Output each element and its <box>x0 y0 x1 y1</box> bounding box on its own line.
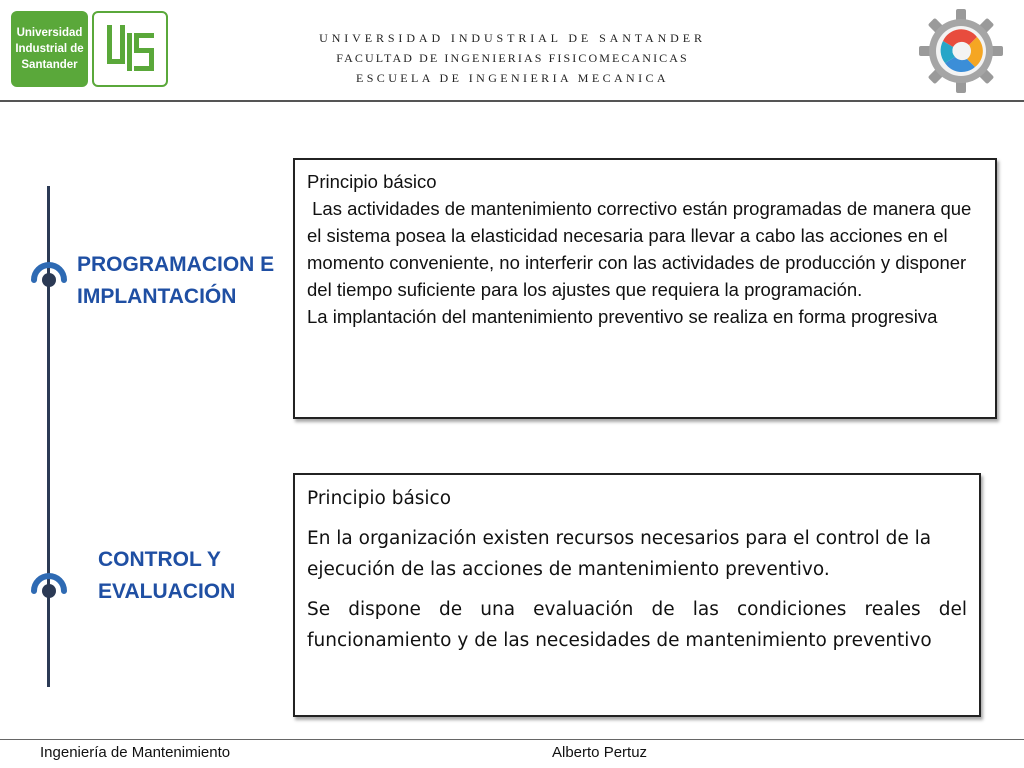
logo-line-1: Universidad <box>16 27 83 39</box>
control-content-box <box>293 473 981 717</box>
box-paragraph: Las actividades de mantenimiento correctivo están programadas de manera que el sistema posea la elasticidad necesaria para llevar a cabo las acciones en el momento conveniente, no interferir con las actividades de producción y disponer del tiempo suficiente para los ajustes que requiera la programación. <box>307 198 977 300</box>
box-heading: Principio básico <box>307 171 437 192</box>
box-paragraph: La implantación del mantenimiento preventivo se realiza en forma progresiva <box>307 306 938 327</box>
timeline-node-icon <box>29 260 69 300</box>
box-heading: Principio básico <box>307 488 452 509</box>
box-paragraph: Se dispone de una evaluación de las condiciones reales del funcionamiento y de las necesidades de mantenimiento preventivo <box>307 599 967 651</box>
label-line: IMPLANTACIÓN <box>77 285 237 308</box>
footer-course: Ingeniería de Mantenimiento <box>40 744 231 761</box>
label-line: PROGRAMACION E <box>77 253 275 276</box>
footer-author: Alberto Pertuz <box>552 744 648 761</box>
header-school: ESCUELA DE INGENIERIA MECANICA <box>356 71 669 85</box>
institution-header <box>285 28 740 88</box>
label-line: CONTROL Y <box>98 548 221 571</box>
timeline-node-icon <box>29 571 69 611</box>
logo-line-3: Santander <box>21 59 78 71</box>
university-logo <box>11 11 88 87</box>
programacion-content-box <box>293 158 997 419</box>
header-faculty: FACULTAD DE INGENIERIAS FISICOMECANICAS <box>336 51 689 65</box>
header-university: UNIVERSIDAD INDUSTRIAL DE SANTANDER <box>319 31 706 45</box>
label-line: EVALUACION <box>98 580 236 603</box>
box-paragraph: En la organización existen recursos necesarios para el control de la ejecución de las acciones de mantenimiento preventivo. <box>307 528 932 580</box>
section-label-control <box>98 544 235 608</box>
section-label-programacion <box>77 249 274 313</box>
logo-line-2: Industrial de <box>15 43 84 55</box>
header-divider <box>0 100 1024 102</box>
uis-monogram-icon <box>94 13 166 85</box>
uis-logo <box>92 11 168 87</box>
footer-divider <box>0 739 1024 740</box>
gear-logo-icon <box>918 6 1004 96</box>
